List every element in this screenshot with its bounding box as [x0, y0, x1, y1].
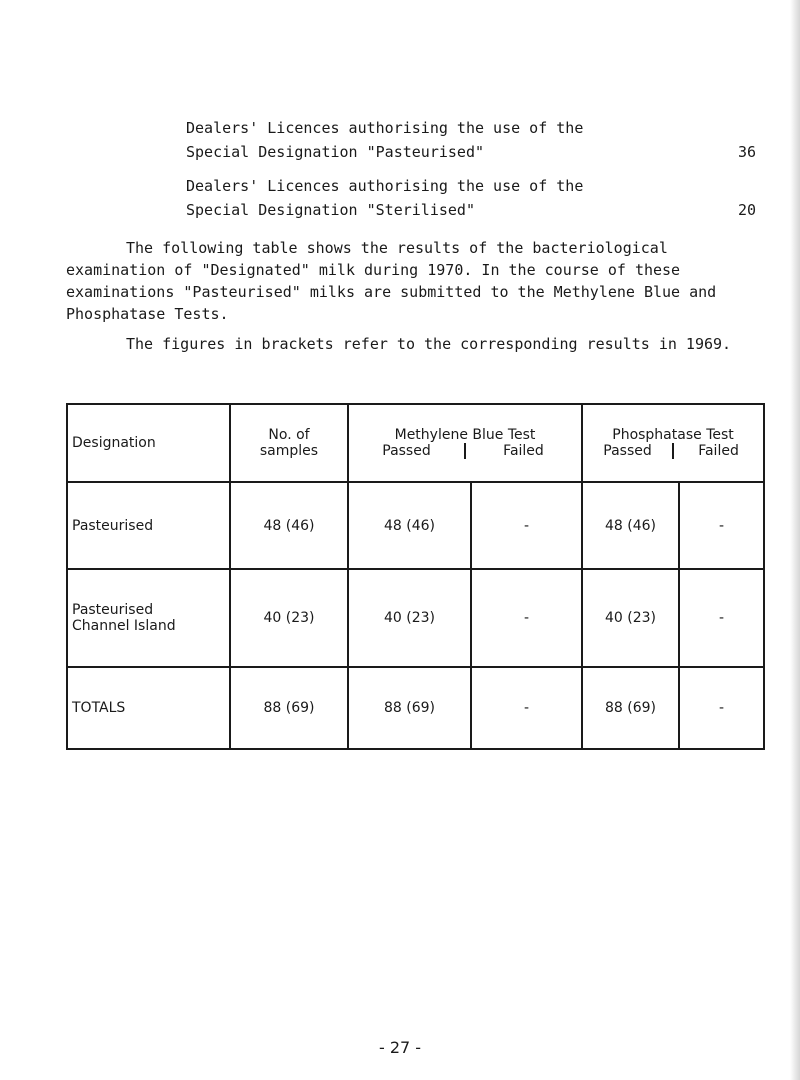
header-mb-failed: Failed: [464, 443, 581, 459]
row-3-mb-passed: 88 (69): [348, 667, 471, 749]
licence-1-line-2: Special Designation "Pasteurised": [186, 143, 485, 161]
row-2-mb-failed: -: [471, 569, 582, 667]
row-1-mb-failed: -: [471, 482, 582, 569]
header-methylene-title: Methylene Blue Test: [394, 427, 536, 443]
table-header-row: [67, 404, 764, 482]
table-row-totals: [67, 667, 764, 749]
licence-1-line-1: Dealers' Licences authorising the use of the: [186, 119, 584, 137]
row-1-mb-passed: 48 (46): [348, 482, 471, 569]
row-3-samples: 88 (69): [230, 667, 348, 749]
row-3-mb-failed: -: [471, 667, 582, 749]
row-2-designation: Pasteurised Channel Island: [67, 569, 230, 667]
row-3-ph-failed: -: [679, 667, 764, 749]
row-3-designation: TOTALS: [67, 667, 230, 749]
licence-1-count: 36: [738, 143, 757, 161]
header-ph-failed: Failed: [672, 443, 763, 459]
row-2-mb-passed: 40 (23): [348, 569, 471, 667]
row-2-ph-passed: 40 (23): [582, 569, 679, 667]
header-samples: No. of samples: [230, 404, 348, 482]
licence-2-line-1: Dealers' Licences authorising the use of the: [186, 177, 584, 195]
header-phosphatase-title: Phosphatase Test: [612, 427, 734, 443]
header-methylene-blue: [348, 404, 582, 482]
brackets-note: The figures in brackets refer to the corresponding results in 1969.: [126, 335, 732, 353]
header-phosphatase: [582, 404, 764, 482]
row-1-ph-passed: 48 (46): [582, 482, 679, 569]
row-1-designation: Pasteurised: [67, 482, 230, 569]
row-1-ph-failed: -: [679, 482, 764, 569]
row-2-samples: 40 (23): [230, 569, 348, 667]
header-designation: Designation: [67, 404, 230, 482]
results-table: [66, 403, 765, 750]
header-ph-passed: Passed: [603, 443, 652, 459]
row-2-ph-failed: -: [679, 569, 764, 667]
table-row: [67, 569, 764, 667]
licence-2-count: 20: [738, 201, 757, 219]
licence-2-line-2: Special Designation "Sterilised": [186, 201, 475, 219]
row-1-samples: 48 (46): [230, 482, 348, 569]
page-edge-shadow: [790, 0, 800, 1080]
header-mb-passed: Passed: [382, 443, 431, 459]
intro-paragraph: The following table shows the results of the bacteriological examination of "Designated" milk during 1970. In the course of these examinations "Pasteurised" milks are submitted to the Methylene Blue and Phosphatase Tests.: [66, 239, 717, 323]
table-row: [67, 482, 764, 569]
page-number: - 27 -: [378, 1038, 422, 1057]
row-3-ph-passed: 88 (69): [582, 667, 679, 749]
